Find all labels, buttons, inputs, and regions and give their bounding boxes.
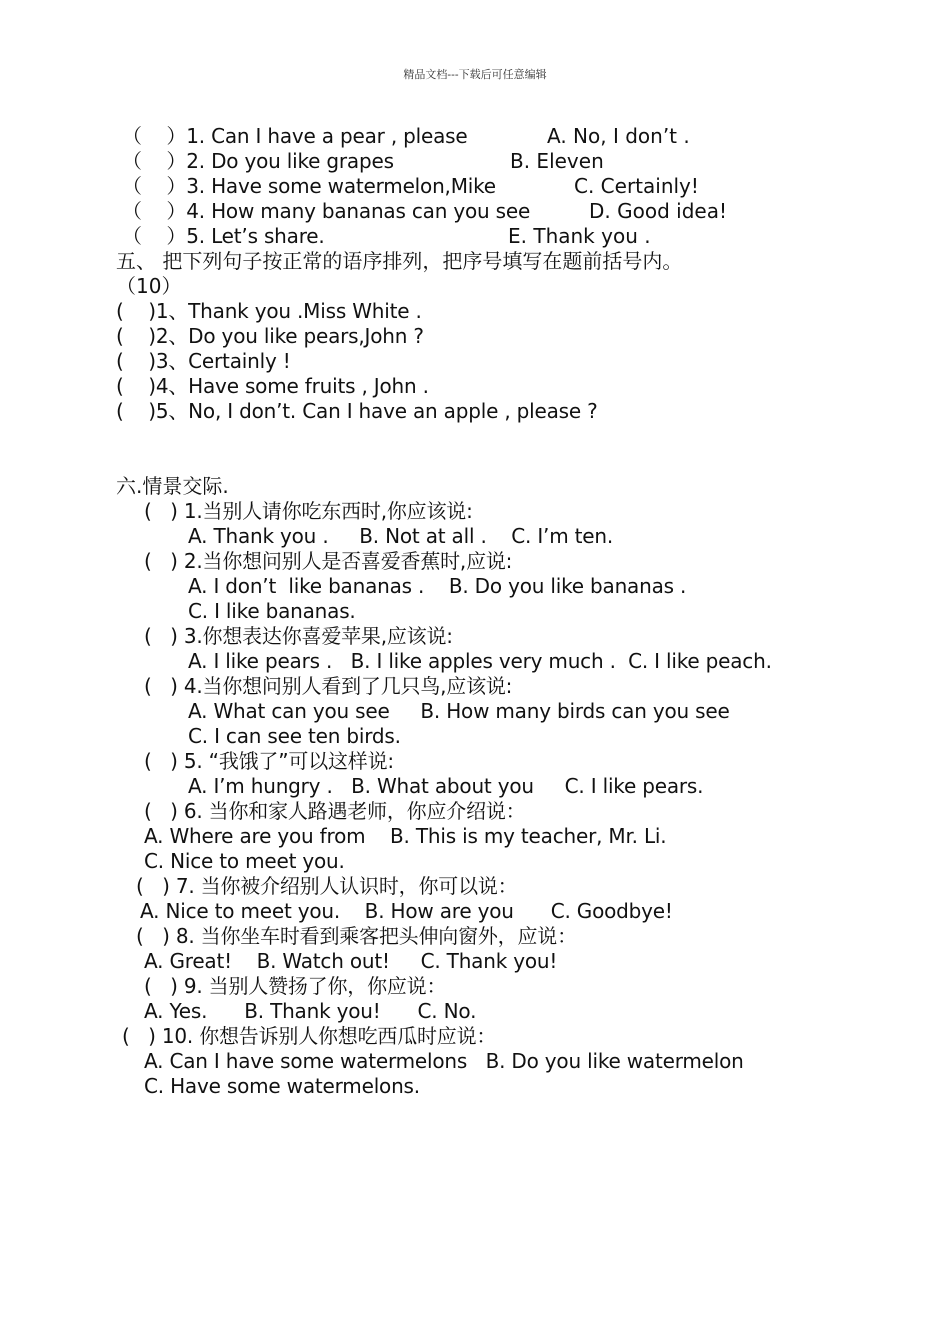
section-six-title: 六.情景交际. [116, 474, 229, 498]
dialogue-options: C. Have some watermelons. [144, 1074, 420, 1098]
match-question: （ ）1. Can I have a pear , please [122, 124, 468, 148]
ordering-item: ( )5、No, I don’t. Can I have an apple , please ? [116, 399, 598, 423]
dialogue-options: C. I can see ten birds. [188, 724, 401, 748]
ordering-item: ( )2、Do you like pears,John ? [116, 324, 424, 348]
match-answer: A. No, I don’t . [547, 124, 690, 148]
ordering-item: ( )1、Thank you .Miss White . [116, 299, 422, 323]
dialogue-question: ( ) 2.当你想问别人是否喜爱香蕉时,应说: [144, 549, 513, 573]
dialogue-question: ( ) 7. 当你被介绍别人认识时，你可以说： [136, 874, 518, 898]
section-five-title: 五、 把下列句子按正常的语序排列，把序号填写在题前括号内。 [116, 249, 683, 273]
dialogue-question: ( ) 1.当别人请你吃东西时,你应该说: [144, 499, 473, 523]
dialogue-options: A. Thank you . B. Not at all . C. I’m ten. [188, 524, 614, 548]
match-question: （ ）5. Let’s share. [122, 224, 325, 248]
match-answer: C. Certainly! [574, 174, 699, 198]
page-header: 精品文档---下载后可任意编辑 [403, 68, 547, 81]
dialogue-question: ( ) 4.当你想问别人看到了几只鸟,应该说: [144, 674, 513, 698]
dialogue-options: A. Great! B. Watch out! C. Thank you! [144, 949, 558, 973]
dialogue-question: ( ) 8. 当你坐车时看到乘客把头伸向窗外，应说： [136, 924, 577, 948]
dialogue-options: C. Nice to meet you. [144, 849, 345, 873]
dialogue-question: ( ) 6. 当你和家人路遇老师，你应介绍说： [144, 799, 526, 823]
dialogue-options: A. I’m hungry . B. What about you C. I like pears. [188, 774, 704, 798]
match-answer: B. Eleven [510, 149, 604, 173]
dialogue-options: A. What can you see B. How many birds can you see [188, 699, 730, 723]
dialogue-question: ( ) 5. “我饿了”可以这样说: [144, 749, 394, 773]
dialogue-question: ( ) 9. 当别人赞扬了你，你应说： [144, 974, 447, 998]
dialogue-options: A. Can I have some watermelons B. Do you like watermelon [144, 1049, 744, 1073]
dialogue-question: ( ) 3.你想表达你喜爱苹果,应该说: [144, 624, 453, 648]
match-question: （ ）4. How many bananas can you see [122, 199, 531, 223]
match-question: （ ）3. Have some watermelon,Mike [122, 174, 496, 198]
ordering-item: ( )3、Certainly ! [116, 349, 291, 373]
dialogue-options: A. Where are you from B. This is my teacher, Mr. Li. [144, 824, 667, 848]
dialogue-options: A. I don’t like bananas . B. Do you like bananas . [188, 574, 687, 598]
match-answer: D. Good idea! [589, 199, 727, 223]
dialogue-options: A. Yes. B. Thank you! C. No. [144, 999, 477, 1023]
match-question: （ ）2. Do you like grapes [122, 149, 394, 173]
ordering-item: ( )4、Have some fruits , John . [116, 374, 429, 398]
section-five-score: （10） [116, 274, 182, 298]
dialogue-options: A. Nice to meet you. B. How are you C. Goodbye! [140, 899, 673, 923]
dialogue-question: ( ) 10. 你想告诉别人你想吃西瓜时应说： [122, 1024, 497, 1048]
dialogue-options: C. I like bananas. [188, 599, 356, 623]
match-answer: E. Thank you . [508, 224, 651, 248]
dialogue-options: A. I like pears . B. I like apples very much . C. I like peach. [188, 649, 772, 673]
